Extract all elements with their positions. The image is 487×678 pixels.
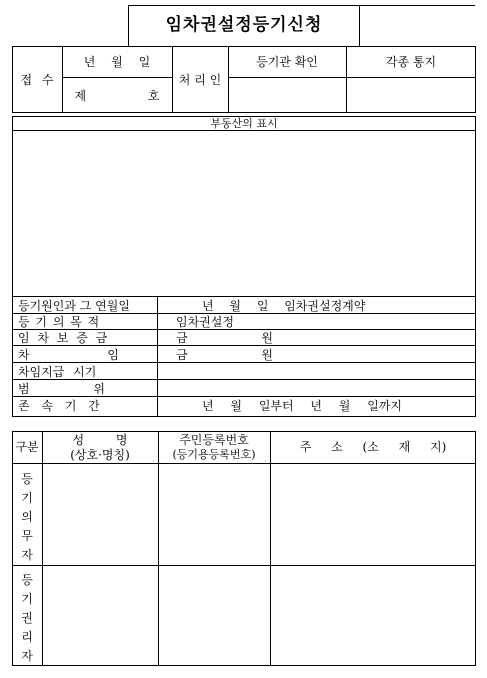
holder-label: 등 기 권 리 자: [21, 573, 33, 663]
processor-label: 처 리 인: [178, 73, 222, 87]
detail-value-purpose: 임차권설정: [176, 315, 234, 329]
detail-label-duration: 존 속 기 간: [18, 399, 100, 413]
col-name-header: 성 명: [72, 433, 128, 447]
title-extension-line: [359, 5, 475, 6]
notices-label: 각종 통지: [385, 55, 437, 69]
col-address-header: 주 소 (소 재 지): [299, 440, 447, 454]
property-header: 부동산의 표시: [210, 117, 278, 130]
detail-label-scope: 범 위: [18, 382, 105, 396]
detail-value-cause: 년 월 일 임차권설정계약: [202, 299, 366, 313]
detail-label-cause: 등기원인과 그 연월일: [18, 299, 130, 313]
col-id-header: 주민등록번호: [179, 433, 249, 447]
detail-label-payment-time: 차임지급 시기: [18, 365, 97, 379]
obligor-label: 등 기 의 무 자: [21, 472, 33, 562]
detail-value-deposit: 금 원: [176, 331, 273, 345]
col-name-subheader: (상호·명칭): [70, 448, 130, 462]
reception-date-label: 년 월 일: [83, 55, 151, 69]
col-type-header: 구분: [15, 440, 39, 454]
registrar-confirm-label: 등기관 확인: [256, 55, 318, 69]
detail-label-rent: 차 임: [18, 348, 119, 362]
parties-table: [12, 431, 476, 666]
col-id-subheader: (등기용등록번호): [172, 448, 256, 461]
detail-label-purpose: 등 기 의 목 적: [18, 315, 100, 329]
detail-value-duration: 년 월 일부터 년 월 일까지: [202, 399, 402, 413]
page-title: 임차권설정등기신청: [165, 15, 323, 35]
reception-label: 접 수: [20, 73, 54, 87]
detail-value-rent: 금 원: [176, 348, 273, 362]
reception-number-label: 제 호: [74, 89, 160, 103]
property-section: [12, 116, 476, 297]
detail-label-deposit: 임 차 보 증 금: [18, 331, 108, 345]
